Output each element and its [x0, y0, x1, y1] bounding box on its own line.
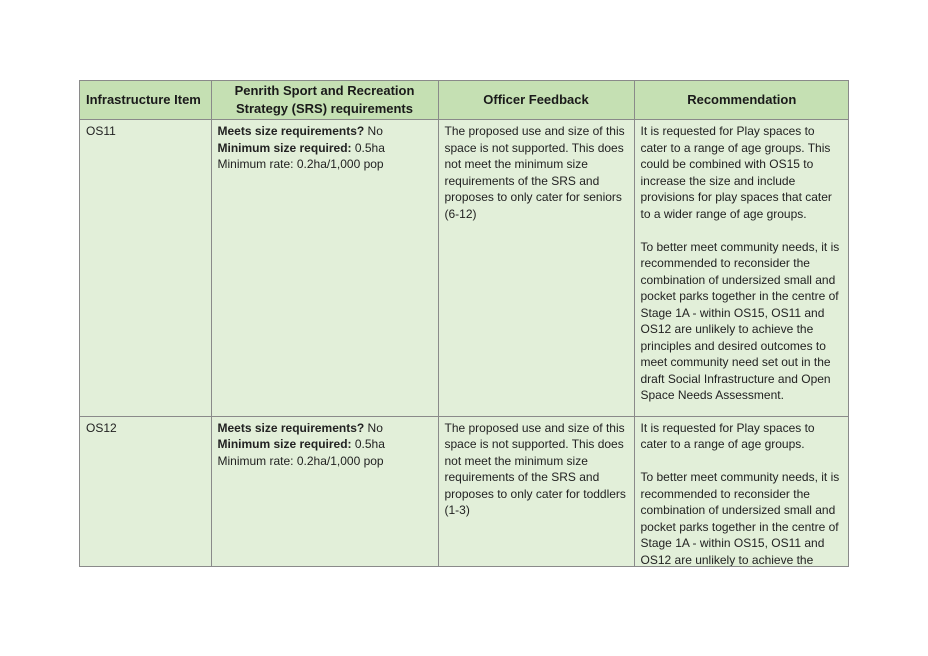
- meets-size-line: [218, 420, 432, 437]
- min-rate-line: Minimum rate: 0.2ha/1,000 pop: [217, 453, 384, 468]
- recommendation-paragraph: To better meet community needs, it is recommended to reconsider the combination of undersized small and pocket parks together in the centre of Stage 1A - within OS15, OS11 and OS12 are unlikely to achieve the: [640, 470, 840, 567]
- meets-size-value: No: [364, 124, 383, 138]
- cell-officer-feedback: The proposed use and size of this space is not supported. This does not meet the minimum size requirements of the SRS and proposes to only cater for toddlers (1-3): [438, 416, 634, 567]
- min-size-value: 0.5ha: [351, 437, 385, 451]
- open-space-table: [80, 81, 849, 567]
- cell-srs-requirements: [211, 120, 438, 417]
- table-row: [80, 416, 849, 567]
- meets-size-label: Meets size requirements?: [217, 420, 365, 435]
- header-recommendation: Recommendation: [634, 81, 849, 120]
- min-size-line: [218, 140, 432, 157]
- table-row: [80, 120, 849, 417]
- recommendation-paragraph: It is requested for Play spaces to cater to a range of age groups.: [640, 420, 815, 451]
- cell-officer-feedback: The proposed use and size of this space is not supported. This does not meet the minimum size requirements of the SRS and proposes to only cater for seniors (6-12): [438, 120, 634, 417]
- cell-infrastructure-item: OS12: [80, 416, 211, 567]
- min-size-line: [218, 436, 432, 453]
- cell-recommendation: [634, 416, 849, 567]
- meets-size-label: Meets size requirements?: [217, 124, 365, 138]
- meets-size-line: [218, 123, 432, 140]
- cell-recommendation: [634, 120, 849, 417]
- header-officer-feedback: Officer Feedback: [438, 81, 634, 120]
- min-size-value: 0.5ha: [351, 140, 385, 155]
- recommendation-paragraph: To better meet community needs, it is recommended to reconsider the combination of undersized small and pocket parks together in the centre of Stage 1A - within OS15, OS11 and OS12 are unlikely to achieve the principles and desired outcomes to meet community need set out in the draft Social Infrastructure and Open Space Needs Assessment.: [640, 239, 840, 402]
- min-size-label: Minimum size required:: [217, 140, 352, 155]
- min-size-label: Minimum size required:: [217, 437, 352, 451]
- table-header-row: [80, 81, 849, 120]
- header-srs-requirements: Penrith Sport and Recreation Strategy (SRS) requirements: [211, 81, 438, 120]
- cell-infrastructure-item: OS11: [80, 120, 211, 417]
- recommendation-paragraph: It is requested for Play spaces to cater to a range of age groups. This could be combined with OS15 to increase the size and include provisions for play spaces that cater to a wider range of age groups.: [640, 124, 832, 221]
- meets-size-value: No: [364, 420, 383, 435]
- open-space-table-container: [79, 80, 849, 567]
- header-infrastructure-item: Infrastructure Item: [80, 81, 211, 120]
- min-rate-line: Minimum rate: 0.2ha/1,000 pop: [217, 157, 384, 171]
- cell-srs-requirements: [211, 416, 438, 567]
